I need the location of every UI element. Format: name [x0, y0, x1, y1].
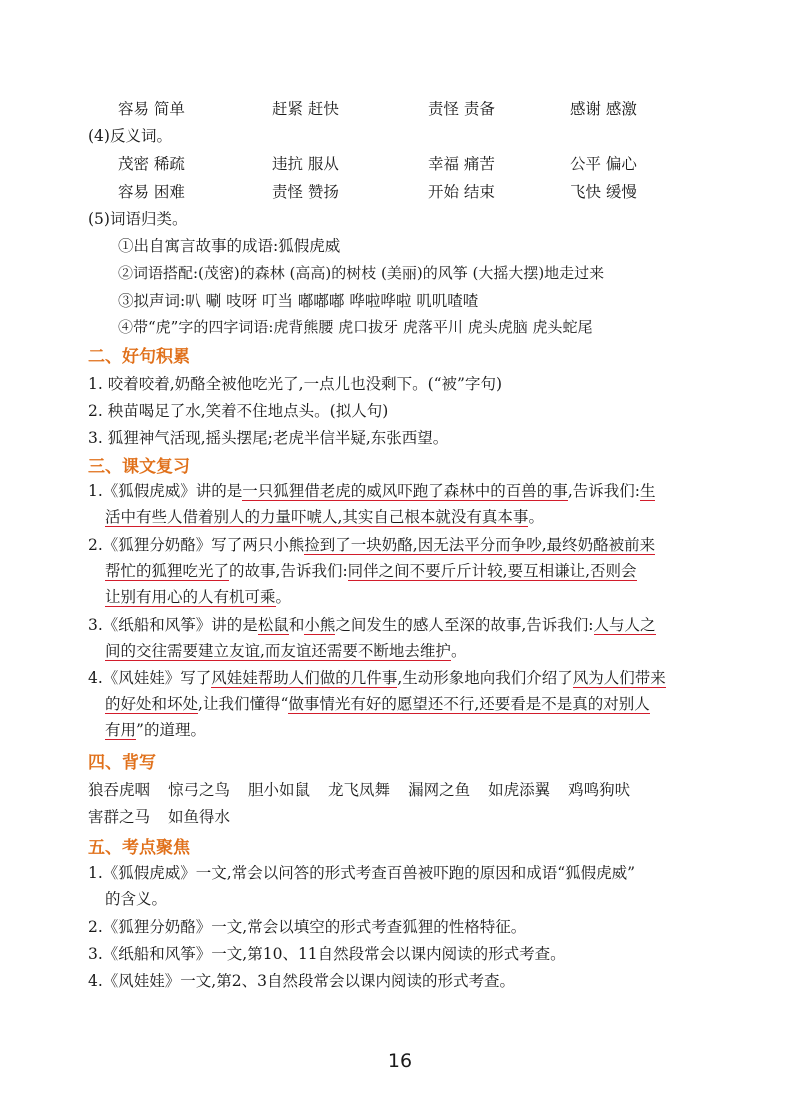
word-pair: 责怪 责备	[428, 100, 495, 118]
answer-underline: 人与人之	[593, 616, 656, 634]
word-pair: 公平 偏心	[570, 155, 637, 173]
review-paragraph-2: 2.《狐狸分奶酪》写了两只小熊捡到了一块奶酪,因无法平分而争吵,最终奶酪被前来 帮忙的狐狸吃光了的故事,告诉我们:同伴之间不要斤斤计较,要互相谦让,否则会 让别有用心的人有机可乘。	[88, 536, 656, 606]
answer-underline: 同伴之间不要斤斤计较,要互相谦让,否则会	[347, 562, 637, 580]
section-heading: 五、考点聚焦	[88, 838, 190, 858]
word-pair: 飞快 缓慢	[570, 183, 637, 201]
classify-item: ③拟声词:叭 唰 吱呀 叮当 嘟嘟嘟 哗啦哗啦 叽叽喳喳	[118, 292, 479, 310]
classify-item: ④带“虎”字的四字词语:虎背熊腰 虎口拔牙 虎落平川 虎头虎脑 虎头蛇尾	[118, 318, 593, 336]
answer-underline: 风娃娃帮助人们做的几件事	[211, 669, 398, 687]
word-pair: 违抗 服从	[272, 155, 339, 173]
word-pair: 茂密 稀疏	[118, 155, 185, 173]
review-paragraph-1: 1.《狐假虎威》讲的是一只狐狸借老虎的威风吓跑了森林中的百兽的事,告诉我们:生 活中有些人借着别人的力量吓唬人,其实自己根本就没有真本事。	[88, 482, 656, 526]
classify-label: (5)词语归类。	[88, 210, 188, 228]
word-pair: 感谢 感激	[570, 100, 637, 118]
answer-underline: 让别有用心的人有机可乘	[105, 588, 276, 606]
answer-underline: 松鼠	[257, 616, 289, 634]
answer-underline: 一只狐狸借老虎的威风吓跑了森林中的百兽的事	[242, 482, 568, 500]
word-pair: 容易 简单	[118, 100, 185, 118]
idiom: 如虎添翼	[488, 781, 551, 799]
word-pair: 容易 困难	[118, 183, 185, 201]
focus-item-1: 1.《狐假虎威》一文,常会以问答的形式考查百兽被吓跑的原因和成语“狐假虎威” 的含义。	[88, 864, 636, 908]
answer-underline: 捡到了一块奶酪,因无法平分而争吵,最终奶酪被前来	[304, 536, 656, 554]
idiom: 如鱼得水	[168, 808, 231, 826]
classify-item: ①出自寓言故事的成语:狐假虎威	[118, 237, 341, 255]
word-pair: 开始 结束	[428, 183, 495, 201]
section-heading: 二、好句积累	[88, 347, 190, 367]
review-paragraph-4: 4.《风娃娃》写了风娃娃帮助人们做的几件事,生动形象地向我们介绍了风为人们带来 的好处和坏处,让我们懂得“做事情光有好的愿望还不行,还要看是不是真的对别人 有用”的道理。	[88, 669, 666, 739]
page-number: 16	[387, 1050, 413, 1072]
sentence-item: 2. 秧苗喝足了水,笑着不住地点头。(拟人句)	[88, 402, 389, 420]
word-pair: 赶紧 赶快	[272, 100, 339, 118]
answer-underline: 生	[639, 482, 656, 500]
sentence-item: 3. 狐狸神气活现,摇头摆尾;老虎半信半疑,东张西望。	[88, 429, 449, 447]
answer-underline: 的好处和坏处	[105, 695, 199, 713]
answer-underline: 间的交往需要建立友谊,而友谊还需要不断地去维护	[105, 642, 451, 660]
focus-item-2: 2.《狐狸分奶酪》一文,常会以填空的形式考查狐狸的性格特征。	[88, 918, 527, 936]
focus-item-4: 4.《风娃娃》一文,第2、3自然段常会以课内阅读的形式考查。	[88, 972, 515, 990]
review-paragraph-3: 3.《纸船和风筝》讲的是松鼠和小熊之间发生的感人至深的故事,告诉我们:人与人之 间的交往需要建立友谊,而友谊还需要不断地去维护。	[88, 616, 656, 660]
answer-underline: 风为人们带来	[572, 669, 666, 687]
section-heading: 三、课文复习	[88, 457, 190, 477]
answer-underline: 有用	[105, 721, 137, 739]
sentence-item: 1. 咬着咬着,奶酪全被他吃光了,一点儿也没剩下。(“被”字句)	[88, 375, 503, 393]
idiom: 龙飞凤舞	[328, 781, 391, 799]
idiom-row	[88, 805, 248, 827]
idiom-row	[88, 778, 648, 800]
idiom: 胆小如鼠	[248, 781, 311, 799]
answer-underline: 帮忙的狐狸吃光了	[105, 562, 230, 580]
classify-item: ②词语搭配:(茂密)的森林 (高高)的树枝 (美丽)的风筝 (大摇大摆)地走过来	[118, 264, 605, 282]
word-pair: 责怪 赞扬	[272, 183, 339, 201]
idiom: 漏网之鱼	[408, 781, 471, 799]
answer-underline: 活中有些人借着别人的力量吓唬人,其实自己根本就没有真本事	[105, 508, 529, 526]
answer-underline: 做事情光有好的愿望还不行,还要看是不是真的对别人	[288, 695, 650, 713]
section-heading: 四、背写	[88, 753, 156, 773]
idiom: 鸡鸣狗吠	[568, 781, 631, 799]
idiom: 惊弓之鸟	[168, 781, 231, 799]
answer-underline: 小熊	[304, 616, 336, 634]
idiom: 狼吞虎咽	[88, 781, 151, 799]
word-pair: 幸福 痛苦	[428, 155, 495, 173]
antonym-label: (4)反义词。	[88, 127, 172, 145]
focus-item-3: 3.《纸船和风筝》一文,第10、11自然段常会以课内阅读的形式考查。	[88, 945, 566, 963]
idiom: 害群之马	[88, 808, 151, 826]
